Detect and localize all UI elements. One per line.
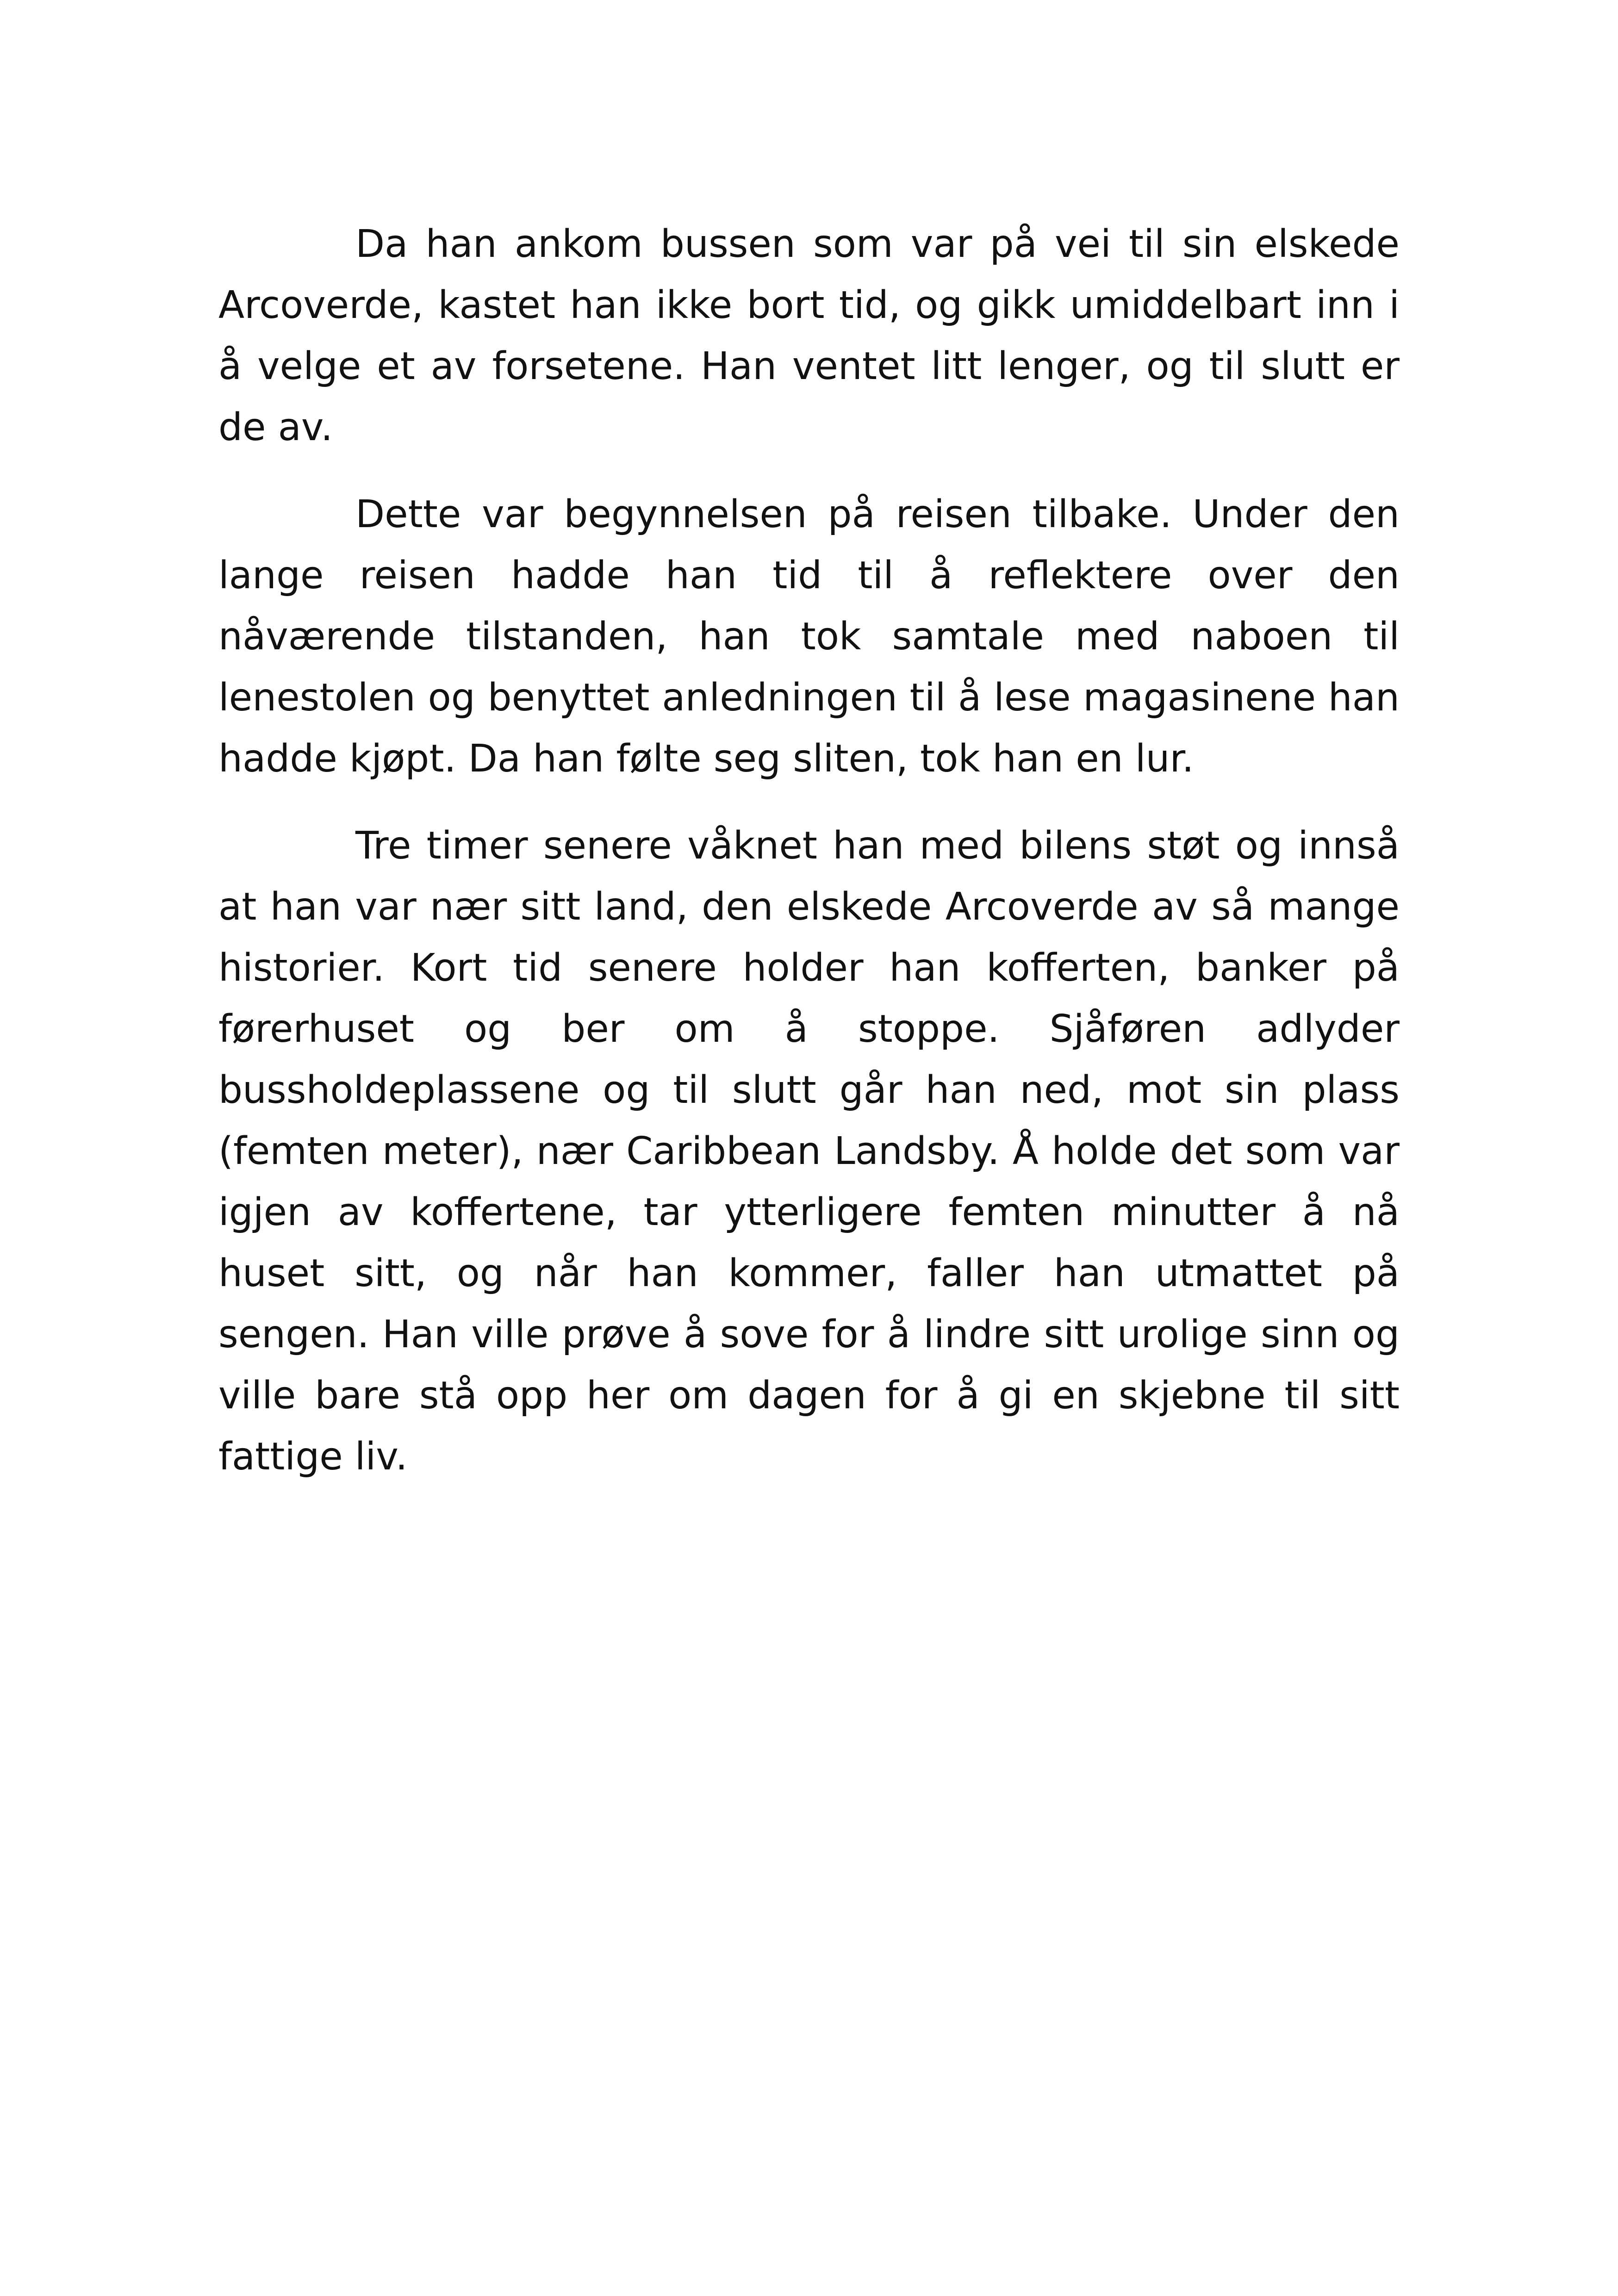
paragraph-3: Tre timer senere våknet han med bilens støt og innså at han var nær sitt land, den elskede Arcoverde av så mange historier. Kort tid senere holder han kofferten, banker på førerhuset og ber om å stoppe. Sjåføren adlyder bussholdeplassene og til slutt går han ned, mot sin plass (femten meter), nær Caribbean Landsby. Å holde det som var igjen av koffertene, tar ytterligere femten minutter å nå huset sitt, og når han kommer, faller han utmattet på sengen. Han ville prøve å sove for å lindre sitt urolige sinn og ville bare stå opp her om dagen for å gi en skjebne til sitt fattige liv. (218, 824, 1400, 1479)
paragraph-2: Dette var begynnelsen på reisen tilbake. Under den lange reisen hadde han tid til å reflektere over den nåværende tilstanden, han tok samtale med naboen til lenestolen og benyttet anledningen til å lese magasinene han hadde kjøpt. Da han følte seg sliten, tok han en lur. (218, 492, 1400, 781)
paragraph-1: Da han ankom bussen som var på vei til sin elskede Arcoverde, kastet han ikke bort tid, og gikk umiddelbart inn i å velge et av forsetene. Han ventet litt lenger, og til slutt er de av. (218, 222, 1400, 449)
document-body (218, 214, 1400, 1513)
